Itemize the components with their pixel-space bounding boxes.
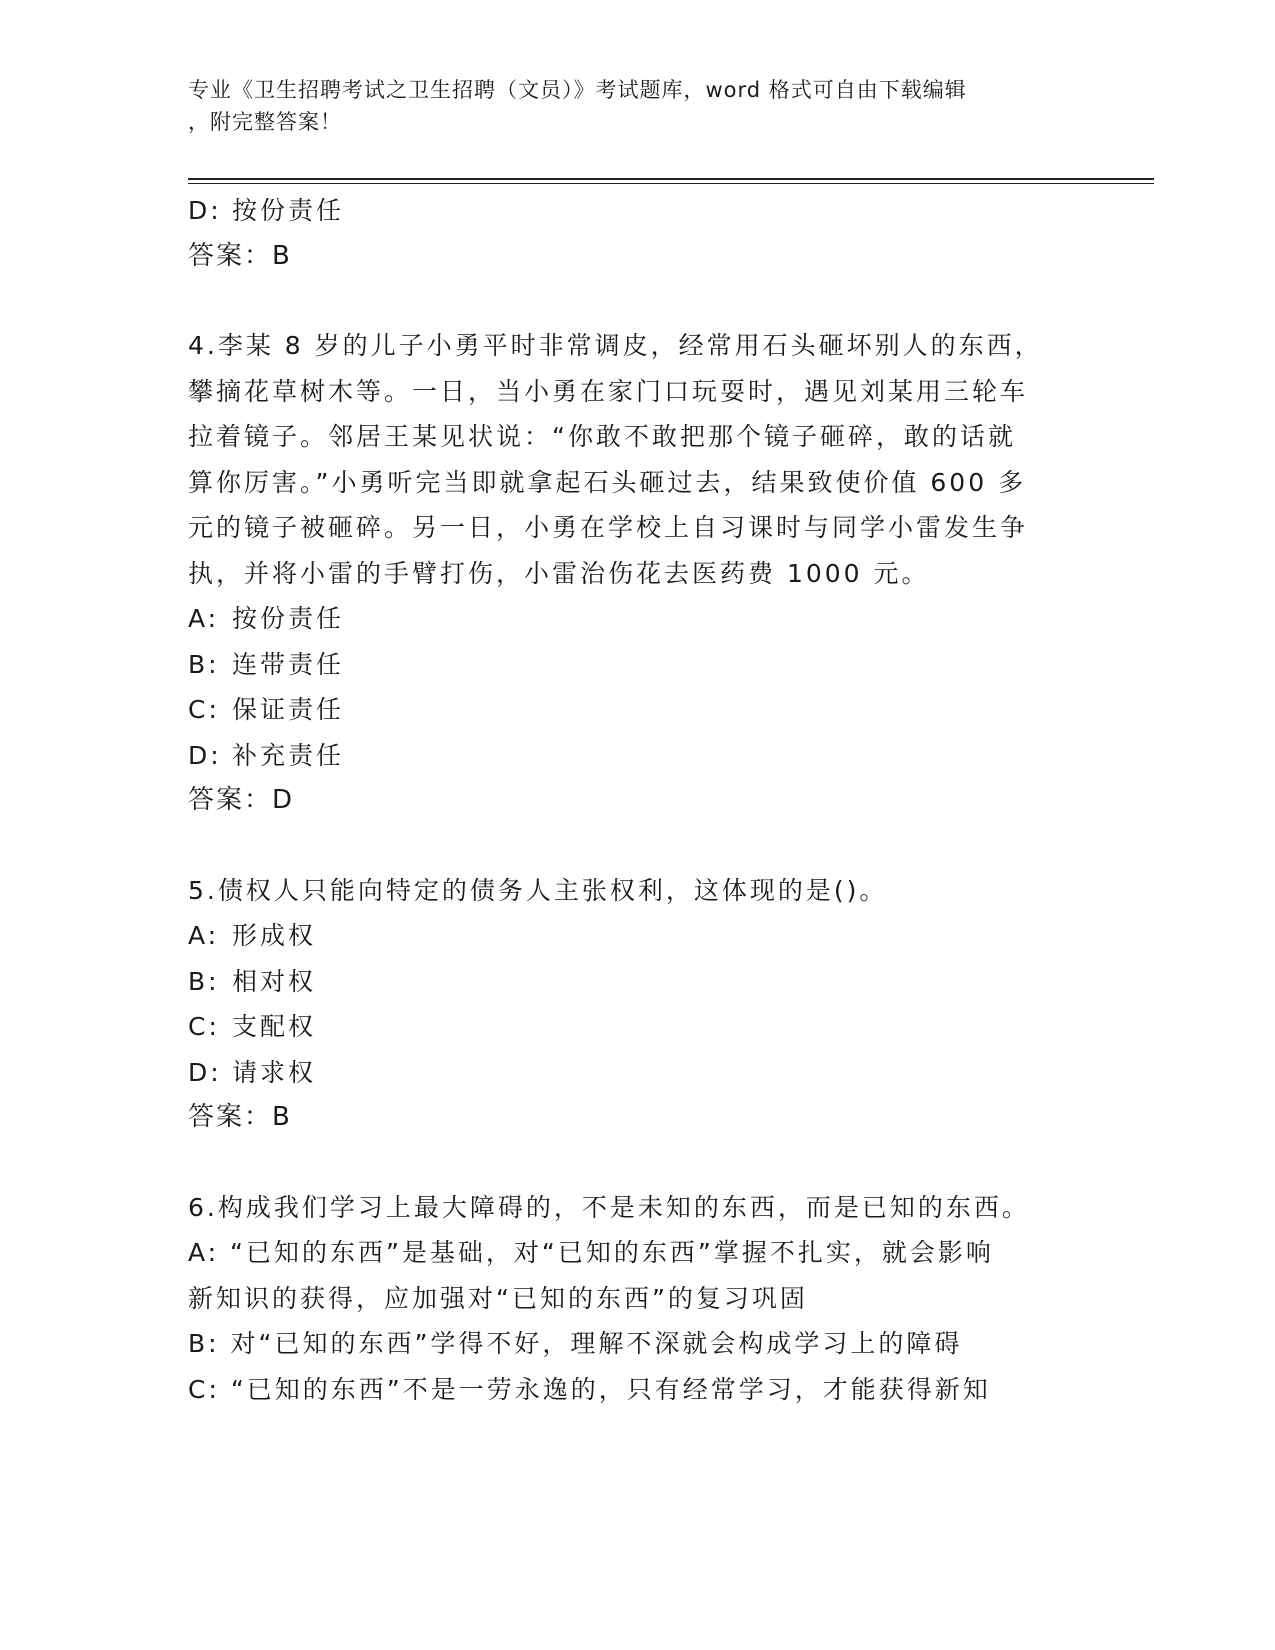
option-label: B: <box>188 649 220 679</box>
option-text: 连带责任 <box>232 649 345 679</box>
page-header <box>188 74 1068 138</box>
prev-answer: 答案：B <box>188 240 292 271</box>
q4-option-d <box>188 733 1088 779</box>
q5-option-c <box>188 1004 1088 1050</box>
option-text: 保证责任 <box>232 695 345 724</box>
q4-stem-line-4: 算你厉害。”小勇听完当即就拿起石头砸过去，结果致使价值 600 多 <box>188 467 1027 497</box>
question-5 <box>188 868 1088 1141</box>
q4-option-b <box>188 642 1088 688</box>
question-6 <box>188 1185 1088 1413</box>
q6-option-c: C: “已知的东西”不是一劳永逸的，只有经常学习，才能获得新知 <box>188 1374 991 1404</box>
option-text: 请求权 <box>232 1057 317 1087</box>
option-text: 相对权 <box>232 966 317 996</box>
q6-option-a-line-2: 新知识的获得，应加强对“已知的东西”的复习巩固 <box>188 1283 808 1313</box>
q4-stem-line-6: 执，并将小雷的手臂打伤，小雷治伤花去医药费 1000 元。 <box>188 558 930 588</box>
question-content <box>188 188 1088 1412</box>
q6-option-b: B: 对“已知的东西”学得不好，理解不深就会构成学习上的障碍 <box>188 1329 963 1358</box>
header-divider-thin <box>188 183 1154 184</box>
option-label: A: <box>188 921 220 950</box>
option-label: A: <box>188 604 220 633</box>
q5-option-b <box>188 959 1088 1005</box>
prev-option-d <box>188 188 1088 234</box>
q5-option-a <box>188 913 1088 959</box>
q4-stem-line-3: 拉着镜子。邻居王某见状说：“你敢不敢把那个镜子砸碎，敢的话就 <box>188 422 1016 451</box>
q5-stem: 5.债权人只能向特定的债务人主张权利，这体现的是()。 <box>188 875 888 905</box>
option-text: 补充责任 <box>232 740 345 770</box>
option-label: D: <box>188 196 222 225</box>
question-4 <box>188 323 1088 824</box>
q5-answer: 答案：B <box>188 1102 292 1132</box>
option-label: D: <box>188 1057 222 1087</box>
option-text: 支配权 <box>232 1012 317 1041</box>
option-label: C: <box>188 1012 220 1041</box>
header-line-2: ，附完整答案！ <box>188 110 342 134</box>
option-text: 按份责任 <box>232 604 345 633</box>
header-line-1: 专业《卫生招聘考试之卫生招聘（文员）》考试题库，word 格式可自由下载编辑 <box>188 78 967 102</box>
q4-stem-line-2: 攀摘花草树木等。一日，当小勇在家门口玩耍时，遇见刘某用三轮车 <box>188 376 1029 406</box>
q4-stem-line-1: 4.李某 8 岁的儿子小勇平时非常调皮，经常用石头砸坏别人的东西， <box>188 331 1043 360</box>
q4-answer: 答案：D <box>188 785 295 815</box>
q6-stem: 6.构成我们学习上最大障碍的，不是未知的东西，而是已知的东西。 <box>188 1192 1030 1222</box>
header-divider-thick <box>188 178 1154 180</box>
option-label: D: <box>188 740 222 770</box>
q4-stem-line-5: 元的镜子被砸碎。另一日，小勇在学校上自习课时与同学小雷发生争 <box>188 513 1029 542</box>
option-label: B: <box>188 966 220 996</box>
q4-option-c <box>188 687 1088 733</box>
q6-option-a-line-1: A: “已知的东西”是基础，对“已知的东西”掌握不扎实，就会影响 <box>188 1238 994 1267</box>
option-label: C: <box>188 695 220 724</box>
q5-option-d <box>188 1050 1088 1096</box>
option-text: 形成权 <box>232 921 317 950</box>
q4-option-a <box>188 596 1088 642</box>
option-text: 按份责任 <box>232 196 345 225</box>
